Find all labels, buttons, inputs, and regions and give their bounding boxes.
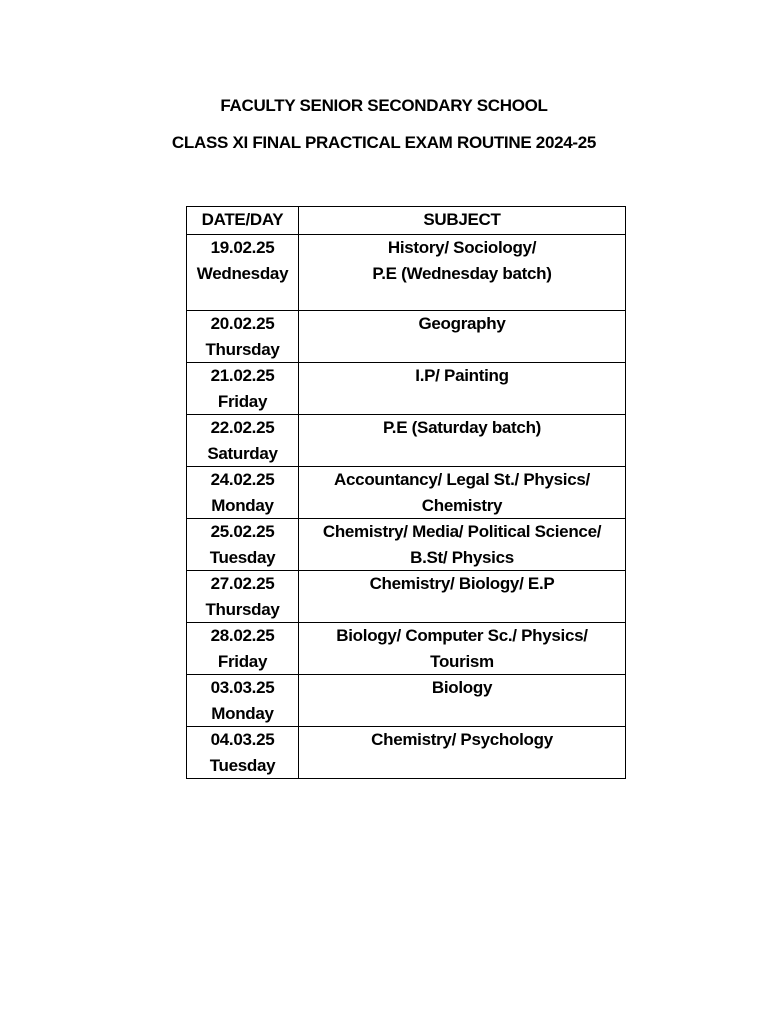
subject-cell: [299, 363, 626, 415]
date-day-cell: [187, 311, 299, 363]
subject-cell: [299, 675, 626, 727]
date-day-cell: [187, 623, 299, 675]
exam-day: Thursday: [205, 339, 280, 359]
exam-date: 28.02.25: [210, 626, 275, 645]
date-day-cell: [187, 675, 299, 727]
exam-date: 04.03.25: [210, 730, 275, 749]
exam-date: 24.02.25: [210, 470, 275, 489]
date-day-cell: [187, 571, 299, 623]
subject-line: Biology/ Computer Sc./ Physics/: [336, 626, 588, 645]
date-day-cell: [187, 415, 299, 467]
subject-line: Chemistry/ Psychology: [371, 730, 553, 749]
table-row: [187, 571, 626, 623]
subject-line: History/ Sociology/: [387, 238, 537, 257]
date-day-cell: [187, 727, 299, 779]
table-row: [187, 363, 626, 415]
subject-line: I.P/ Painting: [415, 366, 509, 385]
exam-day: Saturday: [207, 443, 278, 463]
table-row: [187, 623, 626, 675]
table-row: [187, 311, 626, 363]
exam-day: Tuesday: [209, 755, 276, 775]
subject-line: Chemistry/ Biology/ E.P: [369, 574, 555, 593]
table-row: [187, 467, 626, 519]
exam-day: Friday: [217, 651, 268, 671]
exam-day: Thursday: [205, 599, 280, 619]
column-header-subject: SUBJECT: [299, 207, 626, 235]
exam-day: Wednesday: [196, 263, 289, 283]
exam-day: Tuesday: [209, 547, 276, 567]
subject-line: Chemistry/ Media/ Political Science/: [322, 522, 602, 541]
subject-cell: [299, 235, 626, 311]
exam-day: Friday: [217, 391, 268, 411]
subject-cell: [299, 519, 626, 571]
exam-day: Monday: [211, 703, 274, 723]
subject-line: Chemistry: [421, 495, 503, 515]
table-row: [187, 727, 626, 779]
subject-cell: [299, 623, 626, 675]
subject-cell: [299, 571, 626, 623]
subject-line: Tourism: [430, 651, 494, 671]
date-day-cell: [187, 519, 299, 571]
date-day-cell: [187, 235, 299, 311]
routine-title: CLASS XI FINAL PRACTICAL EXAM ROUTINE 2024-25: [171, 133, 597, 152]
subject-line: P.E (Saturday batch): [382, 418, 542, 437]
subject-line: Geography: [418, 314, 506, 333]
exam-date: 27.02.25: [210, 574, 275, 593]
subject-line: P.E (Wednesday batch): [372, 263, 552, 283]
subject-cell: [299, 727, 626, 779]
subject-cell: [299, 311, 626, 363]
exam-routine-table: [186, 206, 626, 779]
subject-line: Biology: [431, 678, 493, 697]
column-header-date-day: DATE/DAY: [187, 207, 299, 235]
school-name: FACULTY SENIOR SECONDARY SCHOOL: [220, 96, 548, 115]
table-row: [187, 415, 626, 467]
table-row: [187, 235, 626, 311]
subject-cell: [299, 415, 626, 467]
date-day-cell: [187, 467, 299, 519]
table-header-row: [187, 207, 626, 235]
table-row: [187, 675, 626, 727]
exam-date: 21.02.25: [210, 366, 275, 385]
subject-cell: [299, 467, 626, 519]
exam-date: 22.02.25: [210, 418, 275, 437]
exam-date: 03.03.25: [210, 678, 275, 697]
exam-date: 20.02.25: [210, 314, 275, 333]
exam-date: 25.02.25: [210, 522, 275, 541]
subject-line: Accountancy/ Legal St./ Physics/: [334, 470, 590, 489]
exam-date: 19.02.25: [210, 238, 275, 257]
table-row: [187, 519, 626, 571]
subject-line: B.St/ Physics: [410, 547, 514, 567]
exam-day: Monday: [211, 495, 274, 515]
date-day-cell: [187, 363, 299, 415]
